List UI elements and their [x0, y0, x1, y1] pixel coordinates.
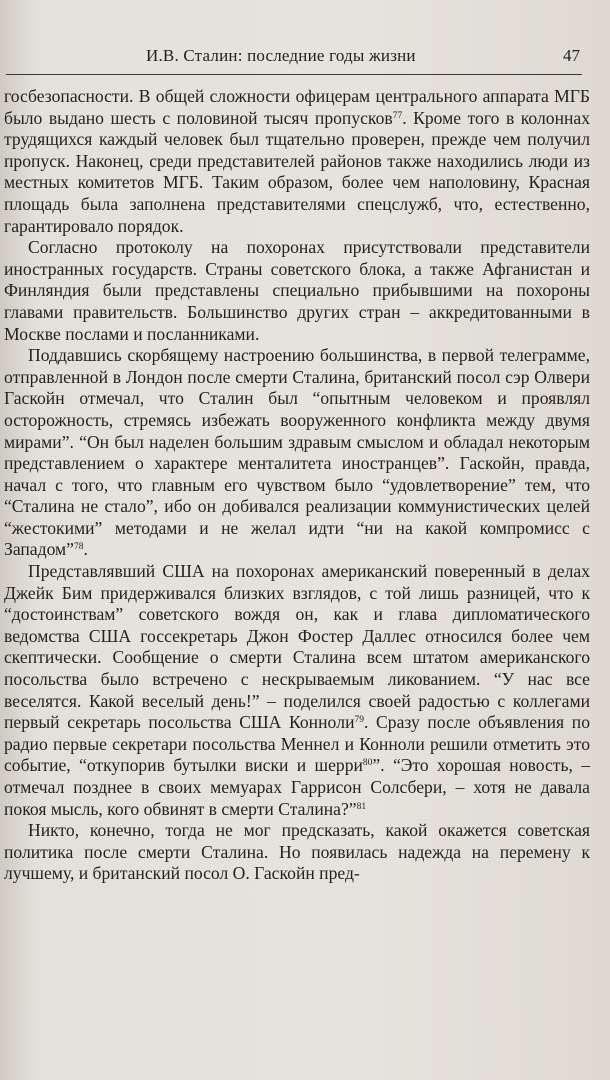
paragraph [4, 820, 590, 885]
footnote-ref: 77 [392, 110, 403, 121]
page-header [6, 38, 582, 75]
paragraph [4, 237, 590, 345]
paragraph-text: . [83, 539, 88, 560]
paragraph-text: Представлявший США на похоронах американский поверенный в делах Джейк Бим придерживался близких взглядов, с той лишь разницей, что к “достоинствам” советского вождя он, как и глава дипломатического ведомства США госсекретарь Джон Фостер Даллес относился более чем скептически. Сообщение о смерти Сталина всем штатом американского посольства было встречено с нескрываемым ликованием. “У нас все веселятся. Какой веселый день!” – поделился своей радостью с коллегами первый секретарь посольства США Коннoли [4, 561, 590, 733]
page-number: 47 [563, 46, 580, 65]
paragraph-text: госбезопасности. В общей сложности офицерам центрального аппарата МГБ было выдано шесть с половиной тысяч пропусков [4, 86, 590, 128]
paragraph-text: . Кроме того в колоннах трудящихся каждый человек был тщательно проверен, прежде чем получил пропуск. Наконец, среди представителей районов также находились люди из местных комитетов МГБ. Таким образом, более чем наполовину, Красная площадь была заполнена представителями спецслужб, что, естественно, гарантировало порядок. [4, 107, 591, 236]
paragraph [4, 345, 590, 561]
paragraph-text: ”. “Это хорошая новость, – отмечал позднее в своих мемуарах Гаррисон Солсбери, – хотя не давала покоя мысль, кого обвинят в смерти Сталина?” [4, 755, 591, 819]
paragraph-text: Поддавшись скорбящему настроению большинства, в первой телеграмме, отправленной в Лондон после смерти Сталина, британский посол сэр Олвери Гаскойн отмечал, что Сталин был “опытным человеком и проявлял осторожность, стремясь избежать вооруженного конфликта между двумя мирами”. “Он был наделен большим здравым смыслом и обладал некоторым представлением о характере менталитета иностранцев”. Гаскойн, правда, начал с того, что главным его чувством было “удовлетворение” тем, что “Сталина не стало”, ибо он добивался реализации коммунистических целей “жестокими” методами и не желал идти “ни на какой компромисс с Западом” [4, 345, 590, 560]
running-title: И.В. Сталин: последние годы жизни [146, 46, 416, 65]
paragraph [4, 86, 590, 237]
paragraph-text: . Сразу после объявления по радио первые секретари посольства Меннел и Коннoли решили отметить это событие, “откупорив бутылки виски и шерри [4, 712, 590, 776]
footnote-ref: 80 [362, 758, 373, 769]
footnote-ref: 81 [356, 801, 367, 812]
footnote-ref: 78 [73, 542, 84, 553]
paragraph [4, 561, 590, 820]
footnote-ref: 79 [354, 715, 364, 726]
body-text [4, 86, 590, 885]
paragraph-text: Согласно протоколу на похоронах присутствовали представители иностранных государств. Страны советского блока, а также Афганистан и Финляндия были представлены специально прибывшими на похороны главами правительств. Большинство других стран – аккредитованными в Москве послами и посланниками. [4, 237, 590, 344]
paragraph-text: Никто, конечно, тогда не мог предсказать, какой окажется советская политика после смерти Сталина. Но появилась надежда на перемену к лучшему, и британский посол О. Гаскойн пред- [4, 820, 590, 884]
